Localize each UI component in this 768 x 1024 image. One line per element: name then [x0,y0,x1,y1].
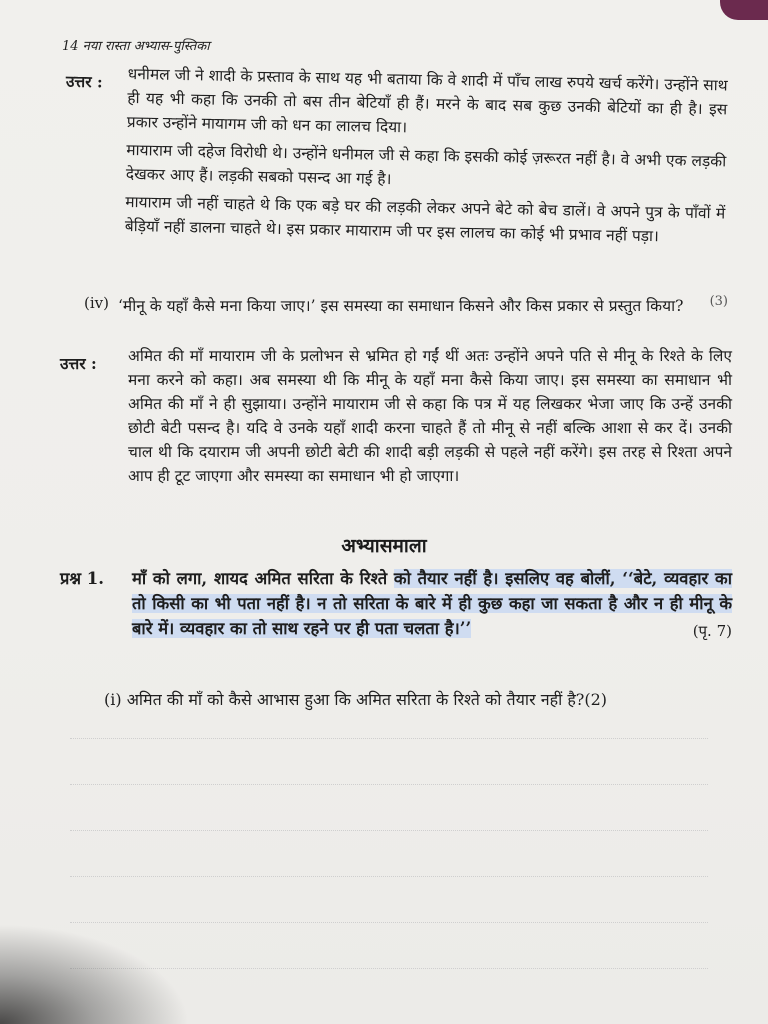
question-iv-number: (iv) [84,294,109,312]
question-1-text [132,566,732,641]
page-shadow [0,924,190,1024]
answer1-para-1: धनीमल जी ने शादी के प्रस्ताव के साथ यह भी बताया कि वे शादी में पाँच लाख रुपये खर्च करेंगे। उन्होंने साथ ही यह भी कहा कि उनकी तो बस तीन बेटियाँ ही हैं। मरने के बाद सब कुछ उनकी बेटियों का ही है। इस प्रकार उन्होंने मायागम जी को धन का लालच दिया। [126,64,728,137]
question-iv [84,294,728,315]
answer-block-2 [128,344,732,488]
answer-line [70,922,708,923]
answer1-para-3: मायाराम जी नहीं चाहते थे कि एक बड़े घर की लड़की लेकर अपने बेटे को बेच डालें। वे अपने पुत्र के पाँवों में बेड़ियाँ नहीं डालना चाहते थे। इस प्रकार मायाराम जी पर इस लालच का कोई भी प्रभाव नहीं पड़ा। [124,192,726,246]
question-iv-text: ‘मीनू के यहाँ कैसे मना किया जाए।’ इस समस्या का समाधान किसने और किस प्रकार से प्रस्तुत किया? [118,297,684,315]
answer-line [70,738,708,739]
answer-label-2: उत्तर : [60,354,97,373]
answer-block-1 [125,62,728,249]
page-corner-mark [720,0,768,20]
question-1-passage [132,566,732,641]
question-1-label: प्रश्न 1. [60,569,105,588]
question-1-text-part-a: माँ को लगा, शायद अमित सरिता के रिश्ते [132,569,394,588]
subquestion-text: (i) अमित की माँ को कैसे आभास हुआ कि अमित सरिता के रिश्ते को तैयार नहीं है?(2) [104,690,608,709]
answer-label: उत्तर : [65,71,103,92]
page-reference: (पृ. 7) [692,622,732,640]
answer-line [70,876,708,877]
page-header: 14 नया रास्ता अभ्यास-पुस्तिका [62,39,210,54]
question-iv-marks: (3) [709,294,728,309]
question-1-subquestion [104,688,744,712]
answer2-text: अमित की माँ मायाराम जी के प्रलोभन से भ्रमित हो गईं थीं अतः उन्होंने अपने पति से मीनू के रिश्ते के लिए मना करने को कहा। अब समस्या थी कि मीनू के यहाँ मना कैसे किया जाए। इस समस्या का समाधान भी अमित की माँ ने ही सुझाया। उन्होंने मायाराम जी से कहा कि पत्र में यह लिखकर भेजा जाए कि उन्हें उनकी छोटी बेटी पसन्द है। यदि वे उनके यहाँ शादी करना चाहते हैं तो मीनू से नहीं बल्कि आशा से कर दें। उनकी चाल थी कि दयाराम जी अपनी छोटी बेटी की शादी बड़ी लड़की से पहले नहीं करेंगे। इस तरह से रिश्ता अपने आप ही टूट जाएगा और समस्या का समाधान भी हो जाएगा। [128,347,732,485]
answer-line [70,830,708,831]
question-1-highlighted-text: को तैयार नहीं है। इसलिए वह बोलीं, ‘‘बेटे, व्यवहार का तो किसी का भी पता नहीं है। न तो सरिता के बारे में ही कुछ कहा जा सकता है और न ही मीनू के बारे में। व्यवहार का तो साथ रहने पर ही पता चलता है।’’ [132,569,732,638]
answer-line [70,784,708,785]
section-title: अभ्यासमाला [341,535,427,557]
answer1-para-2: मायाराम जी दहेज विरोधी थे। उन्होंने धनीमल जी से कहा कि इसकी कोई ज़रूरत नहीं है। वे अभी एक लड़की देखकर आए हैं। लड़की सबको पसन्द आ गई है। [125,140,727,189]
